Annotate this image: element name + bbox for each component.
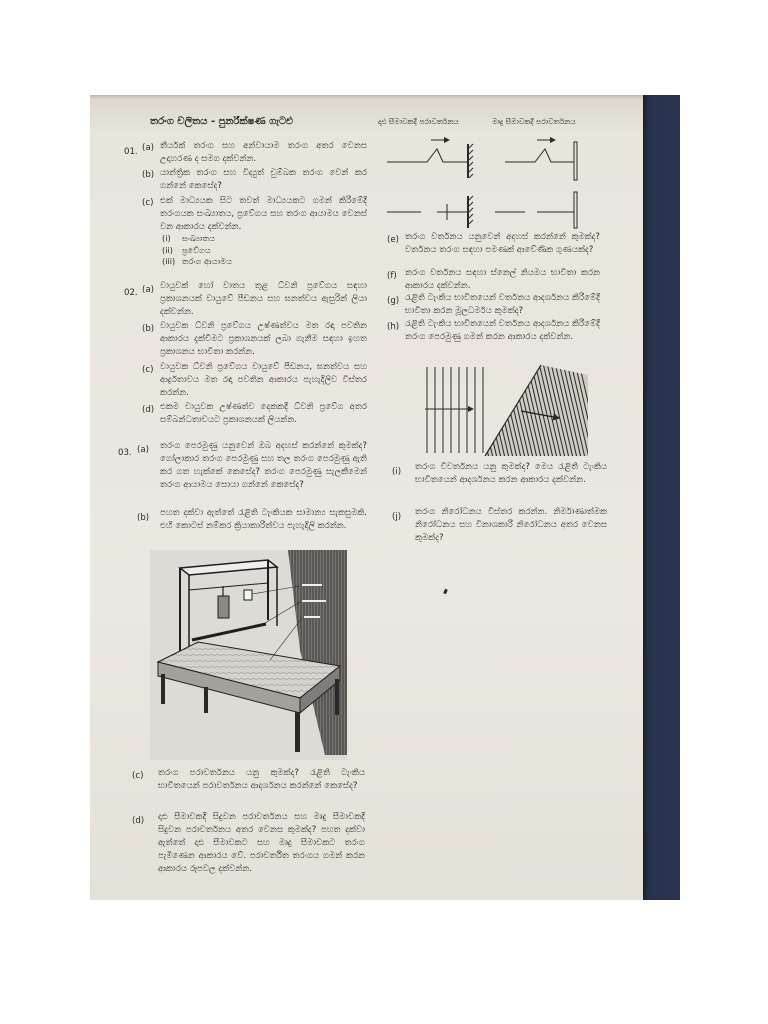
page-title: තරංග චලිතය - පුනරීක්ෂණ ගැටළු xyxy=(150,116,294,127)
q1-a-text: තීර්යක් තරංග සහ අන්වායාම තරංග අතර වෙනස උදාහරණ ද සමග දක්වන්න. xyxy=(160,141,367,164)
q2-b-text: වායුවක ධ්වනි ප්‍රවේගය උෂ්ණත්වය මත රඳා පවතින ආකාරය දැක්වීමට ප්‍රකාශනයක් ලබා ගැනීම සඳහා ඉහත ප්‍රකාශනය භාවිතා කරන්න. xyxy=(160,321,367,357)
q2-a-label: (a) xyxy=(142,285,154,295)
soft-boundary-incident-pulse xyxy=(505,140,577,180)
list-item xyxy=(162,256,352,268)
q3-f-text: තරංග වර්තනය සඳහා ස්නෙල් නියමය භාවිතා කරන ආකාරය දක්වන්න. xyxy=(405,268,600,291)
sub-item-label: (iii) xyxy=(162,256,176,266)
incident-wavefronts xyxy=(427,367,483,453)
q3-i-text: තරංග විවර්තනය යනු කුමක්ද? මෙය රැළිති ටැංකිය භාවිතයෙන් ආදර්ශනය කරන ආකාරය දක්වන්න. xyxy=(415,462,607,485)
q3-i-label: (i) xyxy=(392,467,402,477)
q1-c-label: (c) xyxy=(142,198,154,208)
lamp xyxy=(244,590,252,600)
q3-d-label: (d) xyxy=(132,816,145,826)
refraction-diagram xyxy=(423,363,588,458)
q3-d-text: දෘඪ සීමාවකදී සිදුවන පරාවර්තනය සහ මෘදු සීමාවකදී සිදුවන පරාවර්තනය අතර වෙනස කුමක්ද? පහත දක්වා ඇත්තේ දෘඪ සීමාවකට සහ මෘදු සීමාවකට තරංග පැමිණෙන ආකාරය වේ. පරාවර්තිත තරංගය ගමන් කරන ආකාරය රූපවල දක්වන්න. xyxy=(158,812,365,874)
q3-a-label: (a) xyxy=(137,445,149,455)
soft-boundary-post-top xyxy=(574,142,577,180)
q1-c-sub-items xyxy=(162,233,352,269)
q2-d-label: (d) xyxy=(142,405,155,415)
q3-j-label: (j) xyxy=(392,512,402,522)
q2-c-text: වායුවක ධ්වනි ප්‍රවේගය වායුවේ පීඩනය, ඝනත්වය සහ ආර්ද්‍රතාවය මත රඳා පවතින ආකාරය පැහැදිලිව විස්තර කරන්න. xyxy=(160,362,367,398)
sub-item-text: ප්‍රවේගය xyxy=(182,244,211,255)
q2-a-text: වායුවක් හෝ වාතය තුළ ධ්වනි ප්‍රවේගය සඳහා ප්‍රකාශනයක් වායුවේ පීඩනය සහ ඝනත්වය ඇසුරින් ලියා දක්වන්න. xyxy=(160,281,367,317)
q3-e-text: තරංග වර්තනය යනුවෙන් අදහස් කරන්නේ කුමක්ද? වර්තනය තරංග සඳහා පමණක් ආවේණික ගුණයක්ද? xyxy=(405,232,600,255)
hard-boundary-wall-top xyxy=(468,144,473,178)
q2-c-label: (c) xyxy=(142,365,154,375)
q3-g-label: (g) xyxy=(387,296,400,306)
q1-a-label: (a) xyxy=(142,143,154,153)
q3-c-text: තරංග පරාවර්තනය යනු කුමක්ද? රැළිති ටැංකිය භාවිතයෙන් පරාවර්තනය ආදර්ශනය කරන්නේ කෙසේද? xyxy=(158,768,365,791)
soft-boundary-answer-line xyxy=(495,192,577,228)
q3-e-label: (e) xyxy=(387,235,399,245)
q3-a-text: තරංග පෙරමුණු යනුවෙන් ඔබ අදහස් කරන්නේ කුමක්ද? ගෝලාකාර තරංග පෙරමුණු සහ තල තරංග පෙරමුණු ඇති කර ගත හැක්කේ කෙසේද? තරංග පෙරමුණු සැලකීමෙන් තරංග ආයාමය සොයා ගන්නේ කෙසේද? xyxy=(160,441,367,490)
q3-f-label: (f) xyxy=(387,271,397,281)
ripple-tank-figure xyxy=(150,550,347,760)
q1-b-label: (b) xyxy=(142,170,155,180)
hard-boundary-header: දෘඪ සීමාවකදී පරාවර්තනය xyxy=(378,117,459,126)
soft-boundary-header: මෘදු සීමාවකදී පරාවර්තනය xyxy=(492,117,576,126)
sub-item-label: (i) xyxy=(162,233,171,243)
question-2-number: 02. xyxy=(124,288,138,298)
q2-b-label: (b) xyxy=(142,324,155,334)
q3-c-label: (c) xyxy=(132,771,144,781)
sub-item-label: (ii) xyxy=(162,244,173,255)
q1-c-text: එක් මාධ්‍යයක සිට තවත් මාධ්‍යයකට ගමන් කිරීමේදී තරංගයක සංඛ්‍යාතය, ප්‍රවේගය සහ තරංග ආයාමය වෙනස් වන ආකාරය දක්වන්න. xyxy=(160,196,367,232)
q3-h-text: රැළිති ටැංකිය භාවිතයෙන් වර්තනය ආදර්ශනය කිරීමේදී තරංග පෙරමුණු ගමන් කරන ආකාරය දක්වන්න. xyxy=(405,319,600,342)
ink-speck xyxy=(443,589,448,595)
q2-d-text: එකම වායුවක උෂ්ණත්ව දෙකකදී ධ්වනි ප්‍රවේග අතර සම්බන්ධතාවයට ප්‍රකාශනයක් ලියන්න. xyxy=(160,402,367,425)
q3-h-label: (h) xyxy=(387,322,400,332)
question-1-number: 01. xyxy=(124,147,138,157)
list-item xyxy=(162,245,352,257)
sub-item-text: තරංග ආයාමය xyxy=(182,256,233,266)
q3-g-text: රැළිති ටැංකිය භාවිතයෙන් වර්තනය ආදර්ශනය කිරීමේදී භාවිතා කරන මූලධර්මය කුමක්ද? xyxy=(405,293,600,316)
hard-boundary-incident-pulse xyxy=(387,140,467,162)
hard-boundary-answer-line xyxy=(387,196,473,228)
list-item xyxy=(162,233,352,245)
q1-b-text: යාන්ත්‍රික තරංග සහ විද්‍යුත් චුම්බක තරංග වෙන් කර ගන්නේ කෙසේද? xyxy=(160,168,367,191)
q3-j-text: තරංග නිරෝධනය විස්තර කරන්න. නිර්මාණාත්මක නිරෝධනය සහ විනාශකාරී නිරෝධනය අතර වෙනස කුමක්ද? xyxy=(415,507,607,543)
worksheet-page xyxy=(90,95,643,900)
reflection-diagrams xyxy=(385,130,600,230)
sub-item-text: සංඛ්‍යාතය xyxy=(182,233,216,243)
q3-b-text: පහත දක්වා ඇත්තේ රැළිති ටැංකියක සාමාන්‍ය සැකසුමකි. එහි කොටස් නම්කර ක්‍රියාකාරීත්වය පැහැදිලි කරන්න. xyxy=(160,508,367,531)
refracted-wavefronts xyxy=(463,363,588,458)
q3-b-label: (b) xyxy=(137,513,150,523)
motor-box xyxy=(218,596,229,618)
question-3-number: 03. xyxy=(118,448,132,458)
document-photo xyxy=(90,95,680,900)
